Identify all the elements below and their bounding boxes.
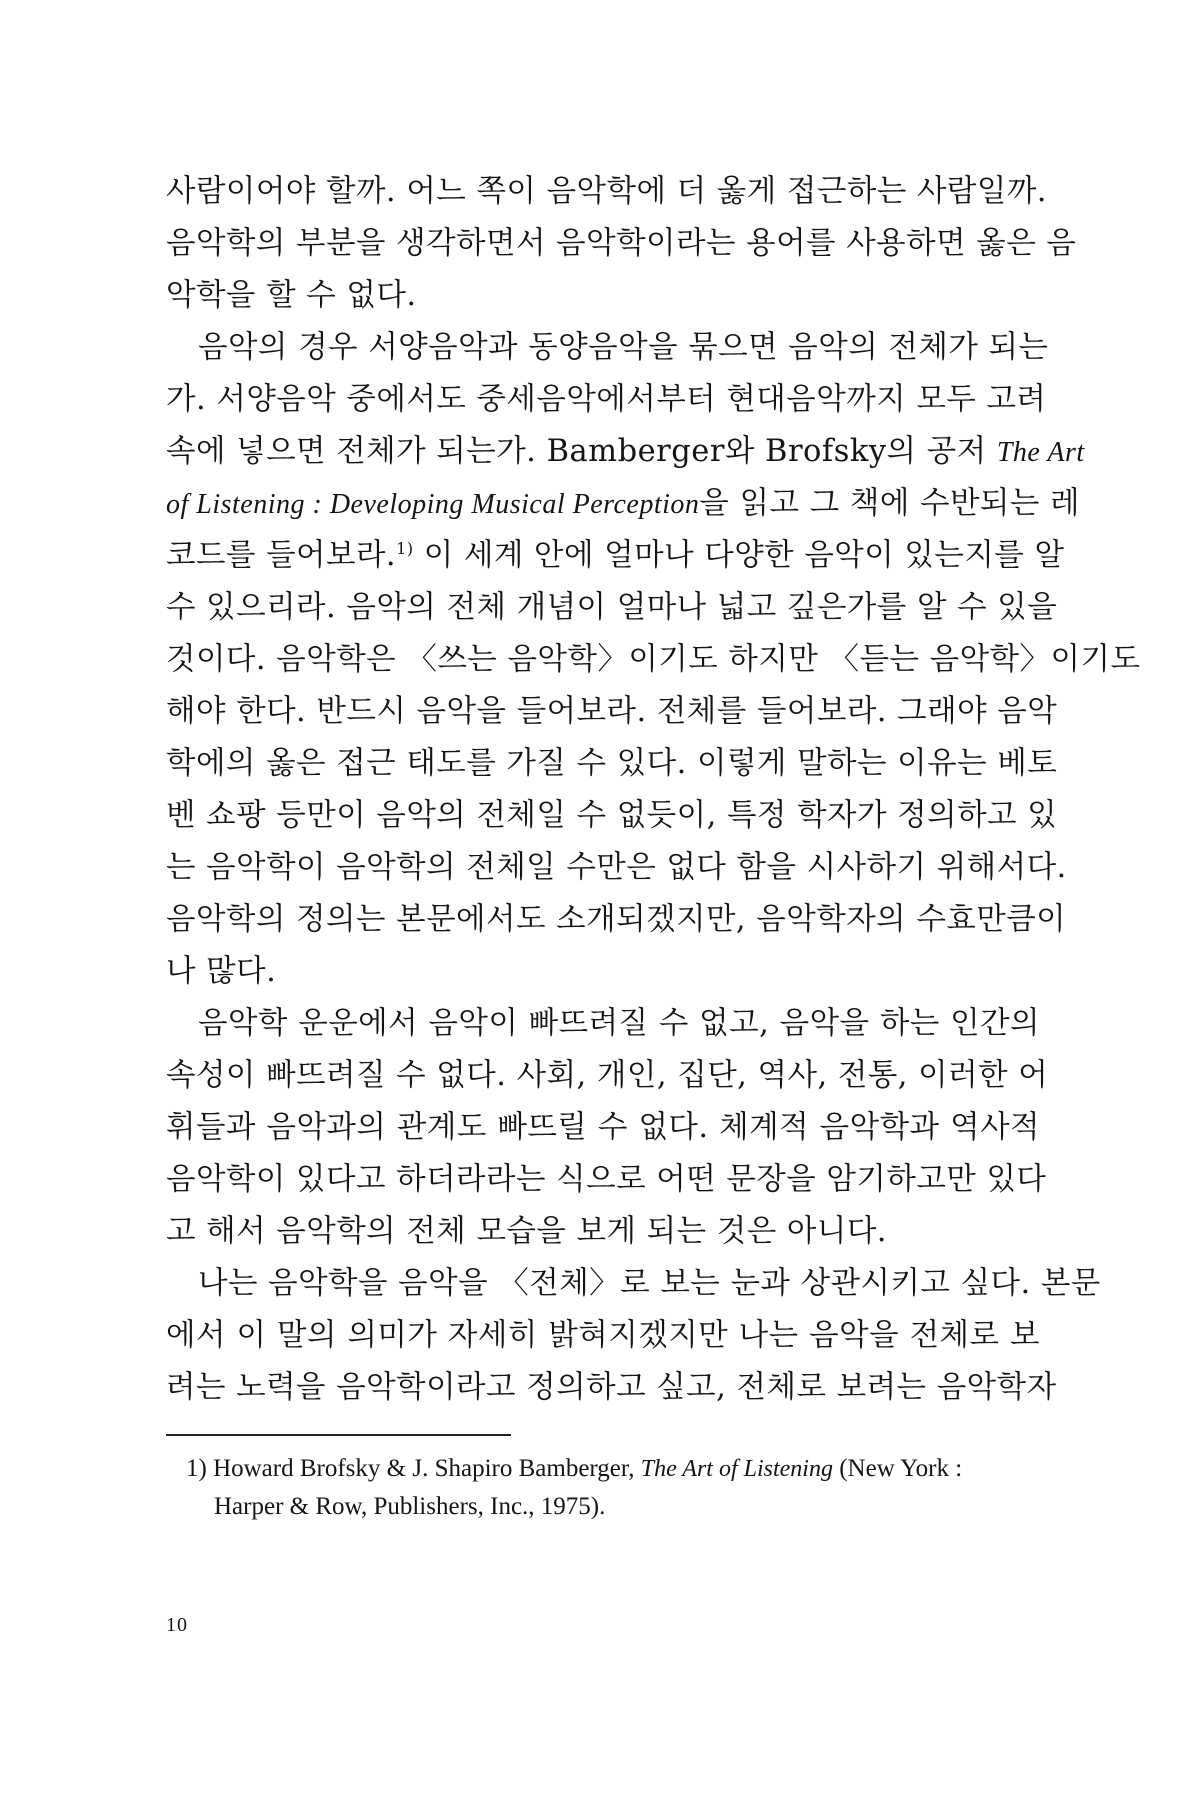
footnote-publisher: (New York : xyxy=(839,1455,963,1482)
page-number: 10 xyxy=(166,1614,188,1636)
footnote-line xyxy=(186,1450,1056,1488)
footnote-marker: 1) xyxy=(186,1455,207,1482)
footnote-title: The Art of Listening xyxy=(640,1456,833,1482)
text-line: 나는 음악학을 음악을 〈전체〉로 보는 눈과 상관시키고 싶다. 본문 xyxy=(198,1266,1101,1301)
text-line xyxy=(166,426,1085,478)
text-line: 악학을 할 수 없다. xyxy=(166,278,417,313)
text-line: 수 있으리라. 음악의 전체 개념이 얼마나 넓고 깊은가를 알 수 있을 xyxy=(166,590,1058,625)
text-line: 가. 서양음악 중에서도 중세음악에서부터 현대음악까지 모두 고려 xyxy=(166,382,1047,417)
text-line: 고 해서 음악학의 전체 모습을 보게 되는 것은 아니다. xyxy=(166,1214,887,1249)
text-line: 음악학의 부분을 생각하면서 음악학이라는 용어를 사용하면 옳은 음 xyxy=(166,226,1077,261)
text-line: 음악학 운운에서 음악이 빠뜨려질 수 없고, 음악을 하는 인간의 xyxy=(198,1006,1040,1041)
text-line: 해야 한다. 반드시 음악을 들어보라. 전체를 들어보라. 그래야 음악 xyxy=(166,694,1058,729)
text-line: 에서 이 말의 의미가 자세히 밝혀지겠지만 나는 음악을 전체로 보 xyxy=(166,1318,1040,1353)
text-line: 음악학의 정의는 본문에서도 소개되겠지만, 음악학자의 수효만큼이 xyxy=(166,902,1067,937)
text-line: 음악의 경우 서양음악과 동양음악을 묶으면 음악의 전체가 되는 xyxy=(198,330,1049,365)
text-line: 학에의 옳은 접근 태도를 가질 수 있다. 이렇게 말하는 이유는 베토 xyxy=(166,746,1058,781)
footnote-reference[interactable]: 1) xyxy=(396,538,414,558)
footnote xyxy=(186,1450,1056,1525)
book-title-italic: of Listening : Developing Musical Perception xyxy=(166,489,700,520)
text-line: 것이다. 음악학은 〈쓰는 음악학〉이기도 하지만 〈듣는 음악학〉이기도 xyxy=(166,642,1141,677)
text-line: 는 음악학이 음악학의 전체일 수만은 없다 함을 시사하기 위해서다. xyxy=(166,850,1067,885)
text-line: 사람이어야 할까. 어느 쪽이 음악학에 더 옳게 접근하는 사람일까. xyxy=(166,174,1047,209)
footnote-line: Harper & Row, Publishers, Inc., 1975). xyxy=(214,1493,606,1520)
text-line xyxy=(166,530,1065,582)
text-run: 을 읽고 그 책에 수반되는 레 xyxy=(699,486,1080,521)
text-line: 음악학이 있다고 하더라라는 식으로 어떤 문장을 암기하고만 있다 xyxy=(166,1162,1047,1197)
text-run: 코드를 들어보라. xyxy=(166,538,397,573)
text-line: 속성이 빠뜨려질 수 없다. 사회, 개인, 집단, 역사, 전통, 이러한 어 xyxy=(166,1058,1049,1093)
book-title-italic: The Art xyxy=(996,437,1085,468)
text-run: 속에 넣으면 전체가 되는가. Bamberger와 Brofsky의 공저 xyxy=(166,434,987,469)
text-line: 려는 노력을 음악학이라고 정의하고 싶고, 전체로 보려는 음악학자 xyxy=(166,1370,1057,1405)
text-line xyxy=(166,478,1080,530)
text-line: 휘들과 음악과의 관계도 빠뜨릴 수 없다. 체계적 음악학과 역사적 xyxy=(166,1110,1040,1145)
text-line: 벤 쇼팡 등만이 음악의 전체일 수 없듯이, 특정 학자가 정의하고 있 xyxy=(166,798,1058,833)
text-line: 나 많다. xyxy=(166,954,277,989)
footnote-divider xyxy=(166,1434,511,1436)
footnote-authors: Howard Brofsky & J. Shapiro Bamberger, xyxy=(213,1455,635,1482)
text-run: 이 세계 안에 얼마나 다양한 음악이 있는지를 알 xyxy=(413,538,1065,573)
body-text xyxy=(166,166,1141,1414)
